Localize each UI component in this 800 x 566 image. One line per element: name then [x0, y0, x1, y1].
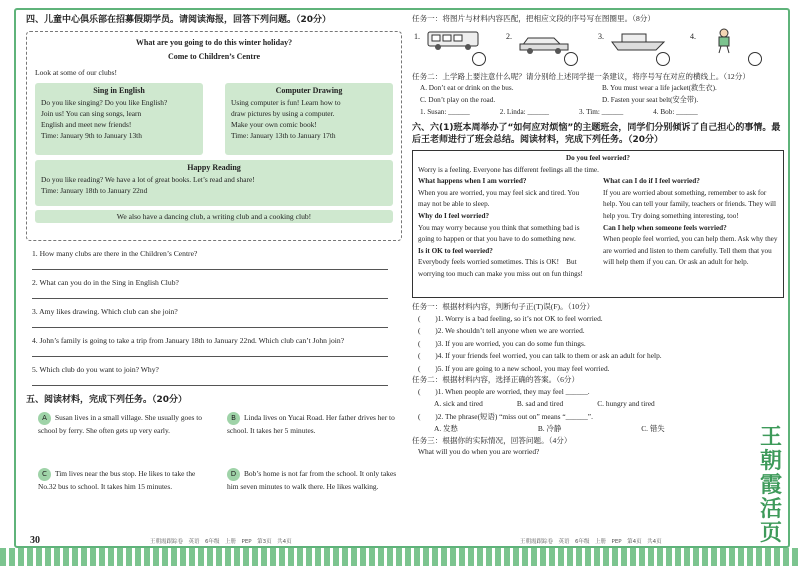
article-text: You may worry because you think that something bad is going to happen or that you have to do something new. [418, 223, 580, 244]
question-5: 5. Which club do you want to join? Why? [32, 365, 159, 374]
picture-walking [688, 28, 780, 68]
choice-option: A. sick and tired [434, 399, 483, 408]
choice-option: C. 错失 [641, 424, 665, 433]
club-title: Sing in English [93, 85, 145, 95]
side-char: 活 [759, 496, 782, 522]
task-2-instruction: 任务二：上学路上要注意什么呢？请分别给上述同学提一条建议，将序号写在对应的横线上。（12分） [412, 71, 750, 81]
passage-text: Bob’s home is not far from the school. It only takes him seven minutes to walk there. He likes walking. [227, 469, 397, 491]
passage-text: Susan lives in a small village. She usually goes to school by ferry. She often gets up very early. [38, 413, 202, 435]
club-line: Using computer is fun! Learn how to [231, 97, 341, 107]
question-2: 2. What can you do in the Sing in English Club? [32, 278, 179, 287]
passage-a [38, 412, 213, 462]
answer-line-4[interactable] [32, 346, 388, 357]
walking-child-icon [706, 28, 746, 54]
answer-circle[interactable] [748, 52, 762, 66]
other-clubs-banner: We also have a dancing club, a writing club and a cooking club! [35, 210, 393, 223]
choice-question-1[interactable]: ( )1. When people are worried, they may feel ______. [418, 386, 590, 396]
club-happy-reading [35, 160, 393, 206]
answer-circle[interactable] [656, 52, 670, 66]
passage-text: Tim lives near the bus stop. He likes to take the No.32 bus to school. It takes him 15 minutes. [38, 469, 196, 491]
choice-task-title: 任务二：根据材料内容，选择正确的答案。（6分） [412, 375, 580, 384]
poster-intro: Look at some of our clubs! [35, 68, 118, 77]
article-text: When people feel worried, you can help them. Ask why they are worried and listen to them carefully. Tell them that you will help them if you can. Or ask an adult for help. [603, 235, 778, 267]
club-sing-in-english [35, 83, 203, 155]
bus-icon [426, 30, 486, 52]
club-line: Do you like singing? Do you like English? [41, 97, 168, 107]
answer-circle[interactable] [564, 52, 578, 66]
tf-task-title: 任务一：根据材料内容，判断句子正(T)误(F)。（10分） [412, 302, 595, 311]
letter-badge: C [38, 468, 51, 481]
answer-line-1[interactable] [32, 259, 388, 270]
advice-option: C. Don’t play on the road. [420, 96, 496, 104]
article-left [418, 176, 593, 280]
article-heading: Is it OK to feel worried? [418, 246, 493, 255]
name-blanks [412, 106, 784, 118]
answer-circle[interactable] [472, 52, 486, 66]
side-char: 霞 [759, 472, 782, 498]
task-3-question: What will you do when you are worried? [418, 447, 540, 456]
tf-item[interactable]: ( )4. If your friends feel worried, you can talk to them or ask an adult for help. [418, 351, 662, 360]
page-number: 30 [30, 535, 40, 546]
club-time: Time: January 9th to January 13th [41, 130, 142, 140]
answer-line-5[interactable] [32, 375, 388, 386]
side-char: 王 [759, 424, 782, 450]
picture-ferry [596, 28, 688, 68]
choice-question-2[interactable]: ( )2. The phrase(短语) “miss out on” means “______”. [418, 411, 593, 421]
article-right [603, 176, 778, 280]
club-line: English and meet new friends! [41, 119, 132, 129]
choice-option: C. hungry and tired [597, 399, 655, 408]
advice-option: B. You must wear a life jacket(救生衣). [602, 84, 717, 92]
letter-badge: B [227, 412, 240, 425]
pic-number: 2. [506, 31, 512, 41]
poster-question: What are you going to do this winter holiday? [135, 38, 293, 47]
article-title: Do you feel worried? [565, 154, 631, 162]
passage-d [227, 468, 402, 518]
task-3-title: 任务三：根据你的实际情况，回答问题。（4分） [412, 435, 572, 445]
blank-susan[interactable]: 1. Susan: ______ [420, 108, 470, 116]
passage-c [38, 468, 213, 518]
passage-text: Linda lives on Yucai Road. Her father drives her to school. It takes her 5 minutes. [227, 413, 395, 435]
club-computer-drawing [225, 83, 393, 155]
club-time: Time: January 18th to January 22nd [41, 185, 148, 195]
article-box [412, 150, 784, 298]
right-footer: 王朝霞跟踪卷 英语 6年级 上册 PEP 第4页 共4页 [520, 539, 662, 545]
decorative-strip [0, 548, 800, 566]
article-text: Everybody feels worried sometimes. This is OK! But worrying too much can make you miss out on fun things! [418, 258, 583, 278]
pic-number: 4. [690, 31, 696, 41]
club-title: Happy Reading [187, 162, 241, 172]
blank-linda[interactable]: 2. Linda: ______ [499, 108, 550, 116]
side-char: 朝 [759, 448, 782, 474]
left-footer: 王朝霞跟踪卷 英语 6年级 上册 PEP 第3页 共4页 [150, 539, 292, 545]
club-line: Join us! You can sing songs, learn [41, 108, 142, 118]
section-4-title: 四、儿童中心俱乐部在招募假期学员。请阅读海报，回答下列问题。（20分） [26, 15, 332, 25]
advice-option: D. Fasten your seat belt(安全带). [602, 96, 699, 104]
passage-b [227, 412, 402, 462]
answer-line-3[interactable] [32, 317, 388, 328]
question-4: 4. John’s family is going to take a trip from January 18th to January 22nd. Which club can’t John join? [32, 336, 345, 345]
blank-bob[interactable]: 4. Bob: ______ [653, 108, 698, 116]
right-column [412, 14, 784, 459]
club-line: draw pictures by using a computer. [231, 108, 335, 118]
club-poster [26, 31, 402, 241]
blank-tim[interactable]: 3. Tim: ______ [579, 108, 624, 116]
left-column [26, 14, 402, 518]
article-heading: Why do I feel worried? [418, 211, 490, 220]
article-intro: Worry is a feeling. Everyone has different feelings all the time. [418, 165, 599, 174]
answer-line-2[interactable] [32, 288, 388, 299]
article-text: If you are worried about something, remember to ask for help. You can tell your family, teachers or friends. They will help you. Try doing something interesting, too! [603, 188, 777, 220]
choice-option: A. 发愁 [434, 424, 458, 433]
pic-number: 1. [414, 31, 420, 41]
article-text: When you are worried, you may feel sick and tired. You may not be able to sleep. [418, 188, 580, 209]
section-6-title: 六、六(1)班本周举办了“如何应对烦恼”的主题班会，同学们分别倾诉了自己担心的事情。最后王老师进行了班会总结。阅读材料，完成下列任务。（20分） [412, 123, 781, 145]
choice-option: B. 冷静 [537, 424, 562, 433]
choice-option: B. sad and tired [516, 399, 564, 408]
tf-item[interactable]: ( )1. Worry is a bad feeling, so it’s not OK to feel worried. [418, 313, 603, 323]
car-icon [518, 30, 578, 54]
picture-row [412, 28, 784, 68]
letter-badge: A [38, 412, 51, 425]
article-heading: Can I help when someone feels worried? [603, 223, 727, 232]
tf-item[interactable]: ( )3. If you are worried, you can do some fun things. [418, 338, 586, 348]
ferry-icon [610, 30, 670, 54]
advice-options [412, 82, 784, 106]
club-line: Do you like reading? We have a lot of great books. Let’s read and share! [41, 174, 255, 184]
picture-bus [412, 28, 504, 68]
club-title: Computer Drawing [275, 85, 343, 95]
pic-number: 3. [598, 31, 604, 41]
advice-option: A. Don’t eat or drink on the bus. [420, 84, 514, 92]
letter-badge: D [227, 468, 240, 481]
article-heading: What happens when I am worried? [418, 177, 527, 186]
task-1-instruction: 任务一：将图片与材料内容匹配，把相应文段的序号写在图圈里。（8分） [412, 14, 655, 23]
picture-car [504, 28, 596, 68]
club-line: Make your own comic book! [231, 119, 317, 129]
choice-options-2 [412, 423, 784, 436]
choice-options-1 [412, 398, 784, 411]
reading-passages [26, 412, 402, 518]
club-time: Time: January 13th to January 17th [231, 130, 336, 140]
tf-item[interactable]: ( )2. We shouldn’t tell anyone when we are worried. [418, 326, 585, 335]
article-heading: What can I do if I feel worried? [603, 177, 700, 186]
question-1: 1. How many clubs are there in the Children’s Centre? [32, 249, 198, 258]
tf-item[interactable]: ( )5. If you are going to a new school, you may feel worried. [418, 363, 610, 373]
question-3: 3. Amy likes drawing. Which club can she join? [32, 307, 178, 316]
section-5-title: 五、阅读材料，完成下列任务。（20分） [26, 395, 188, 405]
side-char: 页 [759, 520, 782, 546]
poster-heading: Come to Children’s Centre [167, 52, 261, 61]
